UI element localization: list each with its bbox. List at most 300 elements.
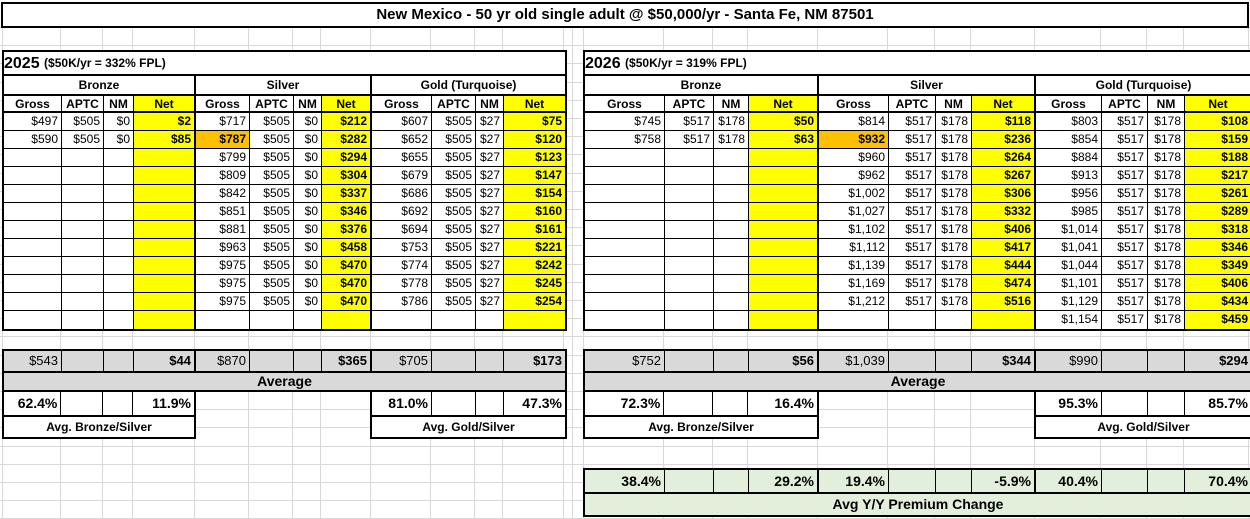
cell-2026-bronze-net[interactable]: $63	[749, 131, 819, 149]
cell-2026-bronze-gross[interactable]	[585, 257, 665, 275]
cell-2025-bronze-aptc[interactable]	[62, 239, 104, 257]
cell-2026-silver-net[interactable]: $306	[972, 185, 1036, 203]
cell-2025-silver-aptc[interactable]: $505	[250, 293, 294, 311]
cell-2026-gold-nm[interactable]: $178	[1148, 311, 1185, 329]
cell-2026-gold-aptc[interactable]: $517	[1102, 293, 1148, 311]
avg-cell-2025-aptc[interactable]	[432, 351, 476, 371]
cell-2025-gold-gross[interactable]: $753	[372, 239, 432, 257]
cell-2025-gold-net[interactable]: $160	[504, 203, 565, 221]
cell-2026-gold-gross[interactable]: $803	[1036, 113, 1102, 131]
cell-2026-gold-net[interactable]: $217	[1185, 167, 1250, 185]
cell-2025-silver-net[interactable]	[322, 311, 372, 329]
cell-2025-silver-nm[interactable]: $0	[294, 185, 322, 203]
cell-2025-silver-nm[interactable]: $0	[294, 257, 322, 275]
cell-2025-bronze-nm[interactable]	[104, 257, 134, 275]
cell-2026-gold-gross[interactable]: $956	[1036, 185, 1102, 203]
cell-2025-silver-aptc[interactable]	[250, 311, 294, 329]
cell-2026-bronze-aptc[interactable]	[665, 257, 714, 275]
avg-cell-2025-gross[interactable]: $870	[196, 351, 250, 371]
cell-2026-gold-nm[interactable]: $178	[1148, 185, 1185, 203]
avg-cell-2025-nm[interactable]	[476, 351, 504, 371]
cell-2026-bronze-aptc[interactable]	[665, 185, 714, 203]
pct-cell-2025-bronze[interactable]	[103, 392, 133, 415]
cell-2025-silver-gross[interactable]: $975	[196, 275, 250, 293]
cell-2026-bronze-gross[interactable]	[585, 275, 665, 293]
cell-2025-gold-aptc[interactable]: $505	[432, 257, 476, 275]
cell-2026-silver-aptc[interactable]: $517	[889, 167, 936, 185]
cell-2026-bronze-nm[interactable]: $178	[714, 131, 749, 149]
cell-2026-gold-net[interactable]: $261	[1185, 185, 1250, 203]
cell-2026-gold-aptc[interactable]: $517	[1102, 221, 1148, 239]
cell-2025-gold-aptc[interactable]: $505	[432, 221, 476, 239]
cell-2025-bronze-gross[interactable]	[4, 311, 62, 329]
cell-2025-bronze-gross[interactable]	[4, 185, 62, 203]
cell-2025-bronze-aptc[interactable]	[62, 311, 104, 329]
cell-2026-bronze-aptc[interactable]	[665, 239, 714, 257]
cell-2026-silver-net[interactable]: $236	[972, 131, 1036, 149]
cell-2026-gold-gross[interactable]: $1,041	[1036, 239, 1102, 257]
cell-2025-bronze-net[interactable]	[134, 149, 196, 167]
cell-2025-bronze-nm[interactable]	[104, 185, 134, 203]
cell-2025-bronze-nm[interactable]	[104, 203, 134, 221]
pct-cell-2026-bronze[interactable]: 16.4%	[774, 395, 815, 411]
cell-2025-silver-gross[interactable]: $975	[196, 293, 250, 311]
avg-cell-2026-gross[interactable]: $752	[585, 351, 665, 371]
cell-2025-silver-nm[interactable]: $0	[294, 113, 322, 131]
cell-2026-silver-nm[interactable]: $178	[936, 185, 972, 203]
cell-2025-bronze-gross[interactable]: $497	[4, 113, 62, 131]
cell-2025-silver-nm[interactable]: $0	[294, 221, 322, 239]
cell-2025-gold-aptc[interactable]	[432, 311, 476, 329]
cell-2025-gold-gross[interactable]: $778	[372, 275, 432, 293]
cell-2025-bronze-net[interactable]: $85	[134, 131, 196, 149]
cell-2026-silver-aptc[interactable]	[889, 311, 936, 329]
yy-pct-cell[interactable]	[1102, 470, 1148, 492]
cell-2025-bronze-aptc[interactable]	[62, 203, 104, 221]
cell-2026-gold-aptc[interactable]: $517	[1102, 239, 1148, 257]
cell-2025-silver-nm[interactable]: $0	[294, 275, 322, 293]
cell-2026-silver-gross[interactable]: $960	[819, 149, 889, 167]
cell-2026-silver-net[interactable]: $264	[972, 149, 1036, 167]
cell-2025-bronze-gross[interactable]	[4, 203, 62, 221]
cell-2026-bronze-nm[interactable]	[714, 275, 749, 293]
cell-2025-gold-nm[interactable]	[476, 311, 504, 329]
cell-2025-silver-gross[interactable]: $881	[196, 221, 250, 239]
cell-2025-gold-nm[interactable]: $27	[476, 167, 504, 185]
avg-cell-2026-nm[interactable]	[1148, 351, 1185, 371]
cell-2026-gold-aptc[interactable]: $517	[1102, 167, 1148, 185]
cell-2026-bronze-net[interactable]	[749, 239, 819, 257]
pct-cell-2026-gold[interactable]: 85.7%	[1208, 395, 1248, 411]
cell-2026-gold-gross[interactable]: $1,129	[1036, 293, 1102, 311]
pct-cell-2026-bronze[interactable]	[713, 392, 748, 415]
avg-cell-2026-net[interactable]: $344	[972, 351, 1036, 371]
cell-2026-gold-gross[interactable]: $1,154	[1036, 311, 1102, 329]
cell-2026-gold-net[interactable]: $459	[1185, 311, 1250, 329]
cell-2026-gold-nm[interactable]: $178	[1148, 293, 1185, 311]
cell-2025-silver-net[interactable]: $470	[322, 257, 372, 275]
cell-2026-silver-aptc[interactable]: $517	[889, 131, 936, 149]
avg-cell-2026-gross[interactable]: $990	[1036, 351, 1102, 371]
yy-pct-cell[interactable]	[665, 470, 714, 492]
cell-2025-silver-aptc[interactable]: $505	[250, 131, 294, 149]
cell-2025-bronze-gross[interactable]	[4, 149, 62, 167]
cell-2025-gold-gross[interactable]: $607	[372, 113, 432, 131]
cell-2025-silver-aptc[interactable]: $505	[250, 221, 294, 239]
cell-2026-silver-gross[interactable]: $962	[819, 167, 889, 185]
yy-pct-cell[interactable]	[714, 470, 749, 492]
cell-2025-bronze-net[interactable]	[134, 293, 196, 311]
cell-2026-bronze-nm[interactable]	[714, 167, 749, 185]
cell-2025-silver-net[interactable]: $346	[322, 203, 372, 221]
cell-2026-bronze-aptc[interactable]	[665, 221, 714, 239]
cell-2025-gold-net[interactable]: $147	[504, 167, 565, 185]
cell-2026-silver-gross[interactable]: $814	[819, 113, 889, 131]
cell-2026-bronze-net[interactable]	[749, 149, 819, 167]
cell-2025-silver-net[interactable]: $294	[322, 149, 372, 167]
cell-2025-silver-aptc[interactable]: $505	[250, 113, 294, 131]
cell-2026-silver-gross[interactable]: $1,139	[819, 257, 889, 275]
cell-2026-bronze-net[interactable]	[749, 203, 819, 221]
cell-2025-bronze-aptc[interactable]	[62, 221, 104, 239]
cell-2026-bronze-nm[interactable]	[714, 239, 749, 257]
cell-2026-gold-aptc[interactable]: $517	[1102, 113, 1148, 131]
cell-2026-silver-nm[interactable]: $178	[936, 113, 972, 131]
avg-cell-2026-net[interactable]: $294	[1185, 351, 1250, 371]
cell-2025-gold-net[interactable]: $154	[504, 185, 565, 203]
cell-2026-silver-net[interactable]: $406	[972, 221, 1036, 239]
cell-2026-gold-net[interactable]: $406	[1185, 275, 1250, 293]
cell-2025-gold-gross[interactable]	[372, 311, 432, 329]
cell-2025-silver-gross[interactable]: $809	[196, 167, 250, 185]
cell-2026-silver-nm[interactable]: $178	[936, 257, 972, 275]
cell-2026-bronze-nm[interactable]	[714, 257, 749, 275]
cell-2025-bronze-net[interactable]	[134, 275, 196, 293]
avg-cell-2025-net[interactable]: $173	[504, 351, 565, 371]
cell-2026-silver-gross[interactable]: $1,112	[819, 239, 889, 257]
cell-2026-gold-nm[interactable]: $178	[1148, 203, 1185, 221]
cell-2026-gold-net[interactable]: $188	[1185, 149, 1250, 167]
cell-2026-silver-net[interactable]	[972, 311, 1036, 329]
pct-cell-2025-bronze[interactable]: 62.4%	[4, 392, 61, 415]
cell-2026-gold-aptc[interactable]: $517	[1102, 203, 1148, 221]
cell-2025-bronze-aptc[interactable]	[62, 149, 104, 167]
cell-2025-silver-net[interactable]: $458	[322, 239, 372, 257]
cell-2026-silver-net[interactable]: $267	[972, 167, 1036, 185]
cell-2026-gold-net[interactable]: $108	[1185, 113, 1250, 131]
pct-cell-2026-gold[interactable]	[1148, 392, 1185, 415]
cell-2026-gold-net[interactable]: $318	[1185, 221, 1250, 239]
cell-2025-bronze-net[interactable]	[134, 257, 196, 275]
cell-2025-gold-gross[interactable]: $774	[372, 257, 432, 275]
cell-2025-bronze-nm[interactable]: $0	[104, 131, 134, 149]
cell-2025-bronze-gross[interactable]	[4, 167, 62, 185]
cell-2026-bronze-nm[interactable]	[714, 203, 749, 221]
cell-2026-gold-gross[interactable]: $884	[1036, 149, 1102, 167]
pct-cell-2025-bronze[interactable]: 11.9%	[152, 395, 191, 411]
yy-pct-cell[interactable]: 40.4%	[1036, 470, 1102, 492]
cell-2025-bronze-gross[interactable]	[4, 221, 62, 239]
cell-2026-gold-gross[interactable]: $854	[1036, 131, 1102, 149]
cell-2025-gold-aptc[interactable]: $505	[432, 167, 476, 185]
cell-2025-bronze-net[interactable]	[134, 167, 196, 185]
cell-2026-bronze-gross[interactable]	[585, 239, 665, 257]
cell-2025-bronze-nm[interactable]	[104, 275, 134, 293]
cell-2025-bronze-nm[interactable]	[104, 149, 134, 167]
cell-2026-bronze-net[interactable]	[749, 167, 819, 185]
cell-2025-silver-gross[interactable]: $717	[196, 113, 250, 131]
cell-2025-silver-aptc[interactable]: $505	[250, 203, 294, 221]
cell-2025-gold-net[interactable]: $120	[504, 131, 565, 149]
cell-2025-silver-net[interactable]: $282	[322, 131, 372, 149]
cell-2025-gold-net[interactable]: $245	[504, 275, 565, 293]
cell-2025-bronze-gross[interactable]	[4, 239, 62, 257]
avg-cell-2025-nm[interactable]	[294, 351, 322, 371]
cell-2025-gold-net[interactable]: $221	[504, 239, 565, 257]
cell-2025-bronze-gross[interactable]	[4, 275, 62, 293]
cell-2025-gold-nm[interactable]: $27	[476, 239, 504, 257]
cell-2025-gold-nm[interactable]: $27	[476, 203, 504, 221]
cell-2026-bronze-nm[interactable]	[714, 293, 749, 311]
cell-2026-gold-aptc[interactable]: $517	[1102, 131, 1148, 149]
cell-2026-bronze-aptc[interactable]: $517	[665, 113, 714, 131]
pct-cell-2025-gold[interactable]: 81.0%	[372, 392, 432, 415]
cell-2026-gold-nm[interactable]: $178	[1148, 149, 1185, 167]
cell-2025-bronze-aptc[interactable]	[62, 185, 104, 203]
avg-cell-2025-net[interactable]: $365	[322, 351, 372, 371]
yy-pct-cell[interactable]	[936, 470, 972, 492]
cell-2025-silver-aptc[interactable]: $505	[250, 257, 294, 275]
cell-2026-bronze-gross[interactable]	[585, 185, 665, 203]
cell-2026-gold-net[interactable]: $159	[1185, 131, 1250, 149]
cell-2025-gold-aptc[interactable]: $505	[432, 275, 476, 293]
cell-2026-silver-nm[interactable]: $178	[936, 167, 972, 185]
cell-2025-bronze-gross[interactable]	[4, 293, 62, 311]
cell-2025-bronze-nm[interactable]: $0	[104, 113, 134, 131]
cell-2025-gold-aptc[interactable]: $505	[432, 239, 476, 257]
cell-2025-silver-net[interactable]: $470	[322, 293, 372, 311]
cell-2025-silver-aptc[interactable]: $505	[250, 275, 294, 293]
cell-2025-gold-gross[interactable]: $694	[372, 221, 432, 239]
highlighted-cell-2026-silver[interactable]: $932	[819, 131, 889, 149]
cell-2026-bronze-gross[interactable]	[585, 293, 665, 311]
cell-2026-bronze-net[interactable]	[749, 311, 819, 329]
cell-2025-silver-nm[interactable]	[294, 311, 322, 329]
cell-2026-bronze-net[interactable]	[749, 275, 819, 293]
cell-2026-silver-gross[interactable]: $1,169	[819, 275, 889, 293]
cell-2025-silver-nm[interactable]: $0	[294, 293, 322, 311]
cell-2026-silver-net[interactable]: $417	[972, 239, 1036, 257]
cell-2025-silver-gross[interactable]: $842	[196, 185, 250, 203]
cell-2026-bronze-aptc[interactable]	[665, 311, 714, 329]
cell-2025-bronze-net[interactable]	[134, 221, 196, 239]
avg-cell-2026-net[interactable]: $56	[749, 351, 819, 371]
cell-2025-bronze-gross[interactable]	[4, 257, 62, 275]
cell-2026-bronze-aptc[interactable]	[665, 293, 714, 311]
cell-2025-silver-nm[interactable]: $0	[294, 203, 322, 221]
cell-2025-gold-aptc[interactable]: $505	[432, 149, 476, 167]
cell-2025-gold-gross[interactable]: $652	[372, 131, 432, 149]
avg-cell-2026-nm[interactable]	[714, 351, 749, 371]
cell-2026-bronze-net[interactable]: $50	[749, 113, 819, 131]
cell-2025-gold-nm[interactable]: $27	[476, 257, 504, 275]
yy-pct-cell[interactable]	[1148, 470, 1185, 492]
pct-cell-2026-gold[interactable]	[1102, 392, 1148, 415]
cell-2026-gold-nm[interactable]: $178	[1148, 131, 1185, 149]
cell-2026-bronze-gross[interactable]	[585, 221, 665, 239]
cell-2026-silver-net[interactable]: $474	[972, 275, 1036, 293]
cell-2026-silver-nm[interactable]: $178	[936, 149, 972, 167]
cell-2026-silver-aptc[interactable]: $517	[889, 113, 936, 131]
yy-pct-cell[interactable]: 29.2%	[749, 470, 819, 492]
cell-2025-silver-net[interactable]: $337	[322, 185, 372, 203]
cell-2025-silver-gross[interactable]: $975	[196, 257, 250, 275]
cell-2026-silver-gross[interactable]	[819, 311, 889, 329]
cell-2026-bronze-nm[interactable]	[714, 311, 749, 329]
cell-2026-bronze-aptc[interactable]	[665, 149, 714, 167]
cell-2025-silver-nm[interactable]: $0	[294, 239, 322, 257]
cell-2026-silver-nm[interactable]: $178	[936, 131, 972, 149]
cell-2026-gold-net[interactable]: $346	[1185, 239, 1250, 257]
cell-2026-silver-nm[interactable]	[936, 311, 972, 329]
cell-2025-gold-nm[interactable]: $27	[476, 113, 504, 131]
yy-pct-cell[interactable]: 70.4%	[1185, 470, 1250, 492]
cell-2025-silver-aptc[interactable]: $505	[250, 239, 294, 257]
cell-2025-silver-nm[interactable]: $0	[294, 167, 322, 185]
cell-2025-silver-gross[interactable]: $799	[196, 149, 250, 167]
cell-2026-gold-nm[interactable]: $178	[1148, 239, 1185, 257]
cell-2026-gold-aptc[interactable]: $517	[1102, 257, 1148, 275]
cell-2025-bronze-nm[interactable]	[104, 311, 134, 329]
cell-2026-silver-aptc[interactable]: $517	[889, 149, 936, 167]
cell-2025-bronze-aptc[interactable]	[62, 293, 104, 311]
cell-2026-gold-nm[interactable]: $178	[1148, 221, 1185, 239]
cell-2025-gold-nm[interactable]: $27	[476, 275, 504, 293]
cell-2025-bronze-nm[interactable]	[104, 293, 134, 311]
cell-2025-bronze-aptc[interactable]	[62, 167, 104, 185]
cell-2026-gold-gross[interactable]: $1,101	[1036, 275, 1102, 293]
cell-2026-silver-gross[interactable]: $1,027	[819, 203, 889, 221]
cell-2026-silver-nm[interactable]: $178	[936, 239, 972, 257]
cell-2026-silver-aptc[interactable]: $517	[889, 293, 936, 311]
cell-2026-gold-net[interactable]: $434	[1185, 293, 1250, 311]
cell-2026-bronze-aptc[interactable]	[665, 203, 714, 221]
cell-2025-silver-gross[interactable]: $963	[196, 239, 250, 257]
cell-2025-gold-net[interactable]: $123	[504, 149, 565, 167]
cell-2026-bronze-nm[interactable]	[714, 185, 749, 203]
cell-2026-silver-aptc[interactable]: $517	[889, 275, 936, 293]
avg-cell-2026-aptc[interactable]	[665, 351, 714, 371]
cell-2026-gold-net[interactable]: $349	[1185, 257, 1250, 275]
cell-2026-silver-nm[interactable]: $178	[936, 293, 972, 311]
avg-cell-2025-aptc[interactable]	[62, 351, 104, 371]
cell-2025-gold-nm[interactable]: $27	[476, 149, 504, 167]
cell-2025-silver-gross[interactable]: $851	[196, 203, 250, 221]
cell-2025-gold-gross[interactable]: $786	[372, 293, 432, 311]
cell-2025-silver-gross[interactable]	[196, 311, 250, 329]
cell-2025-silver-net[interactable]: $212	[322, 113, 372, 131]
cell-2026-bronze-nm[interactable]: $178	[714, 113, 749, 131]
cell-2026-bronze-net[interactable]	[749, 221, 819, 239]
cell-2026-bronze-aptc[interactable]	[665, 167, 714, 185]
cell-2025-silver-net[interactable]: $304	[322, 167, 372, 185]
cell-2025-bronze-nm[interactable]	[104, 239, 134, 257]
cell-2026-silver-gross[interactable]: $1,102	[819, 221, 889, 239]
avg-cell-2025-aptc[interactable]	[250, 351, 294, 371]
cell-2025-gold-nm[interactable]: $27	[476, 185, 504, 203]
cell-2026-silver-net[interactable]: $332	[972, 203, 1036, 221]
cell-2025-bronze-aptc[interactable]: $505	[62, 131, 104, 149]
cell-2026-gold-nm[interactable]: $178	[1148, 167, 1185, 185]
cell-2026-silver-nm[interactable]: $178	[936, 275, 972, 293]
cell-2025-bronze-net[interactable]	[134, 239, 196, 257]
cell-2026-bronze-net[interactable]	[749, 185, 819, 203]
cell-2026-bronze-nm[interactable]	[714, 149, 749, 167]
cell-2025-bronze-aptc[interactable]	[62, 257, 104, 275]
cell-2025-gold-nm[interactable]: $27	[476, 293, 504, 311]
cell-2025-gold-net[interactable]: $161	[504, 221, 565, 239]
cell-2025-gold-gross[interactable]: $692	[372, 203, 432, 221]
cell-2026-bronze-aptc[interactable]: $517	[665, 131, 714, 149]
pct-cell-2026-gold[interactable]: 95.3%	[1036, 392, 1102, 415]
cell-2026-bronze-net[interactable]	[749, 293, 819, 311]
cell-2025-bronze-net[interactable]	[134, 311, 196, 329]
yy-pct-cell[interactable]: 38.4%	[585, 470, 665, 492]
cell-2026-silver-gross[interactable]: $1,002	[819, 185, 889, 203]
cell-2025-silver-aptc[interactable]: $505	[250, 167, 294, 185]
avg-cell-2025-gross[interactable]: $705	[372, 351, 432, 371]
pct-cell-2025-gold[interactable]	[476, 392, 504, 415]
cell-2025-bronze-nm[interactable]	[104, 221, 134, 239]
yy-pct-cell[interactable]: -5.9%	[972, 470, 1036, 492]
cell-2026-gold-net[interactable]: $289	[1185, 203, 1250, 221]
cell-2025-gold-net[interactable]	[504, 311, 565, 329]
cell-2026-gold-gross[interactable]: $1,044	[1036, 257, 1102, 275]
cell-2025-bronze-aptc[interactable]: $505	[62, 113, 104, 131]
cell-2026-bronze-gross[interactable]	[585, 167, 665, 185]
cell-2025-gold-net[interactable]: $254	[504, 293, 565, 311]
cell-2025-bronze-aptc[interactable]	[62, 275, 104, 293]
cell-2026-silver-net[interactable]: $444	[972, 257, 1036, 275]
cell-2025-gold-net[interactable]: $242	[504, 257, 565, 275]
cell-2025-gold-nm[interactable]: $27	[476, 131, 504, 149]
cell-2025-gold-aptc[interactable]: $505	[432, 113, 476, 131]
cell-2026-gold-gross[interactable]: $985	[1036, 203, 1102, 221]
cell-2026-bronze-gross[interactable]	[585, 203, 665, 221]
avg-cell-2025-gross[interactable]: $543	[4, 351, 62, 371]
cell-2026-gold-aptc[interactable]: $517	[1102, 275, 1148, 293]
cell-2026-silver-aptc[interactable]: $517	[889, 239, 936, 257]
avg-cell-2026-nm[interactable]	[936, 351, 972, 371]
yy-pct-cell[interactable]	[889, 470, 936, 492]
cell-2026-silver-aptc[interactable]: $517	[889, 185, 936, 203]
cell-2026-gold-aptc[interactable]: $517	[1102, 311, 1148, 329]
cell-2025-bronze-gross[interactable]: $590	[4, 131, 62, 149]
avg-cell-2025-nm[interactable]	[104, 351, 134, 371]
cell-2026-silver-aptc[interactable]: $517	[889, 257, 936, 275]
cell-2026-bronze-aptc[interactable]	[665, 275, 714, 293]
cell-2025-gold-aptc[interactable]: $505	[432, 293, 476, 311]
cell-2025-silver-aptc[interactable]: $505	[250, 185, 294, 203]
cell-2025-bronze-net[interactable]: $2	[134, 113, 196, 131]
cell-2026-silver-aptc[interactable]: $517	[889, 203, 936, 221]
pct-cell-2026-bronze[interactable]	[664, 392, 713, 415]
cell-2026-bronze-nm[interactable]	[714, 221, 749, 239]
cell-2026-silver-aptc[interactable]: $517	[889, 221, 936, 239]
cell-2025-bronze-net[interactable]	[134, 203, 196, 221]
cell-2025-silver-nm[interactable]: $0	[294, 131, 322, 149]
avg-cell-2025-net[interactable]: $44	[134, 351, 196, 371]
